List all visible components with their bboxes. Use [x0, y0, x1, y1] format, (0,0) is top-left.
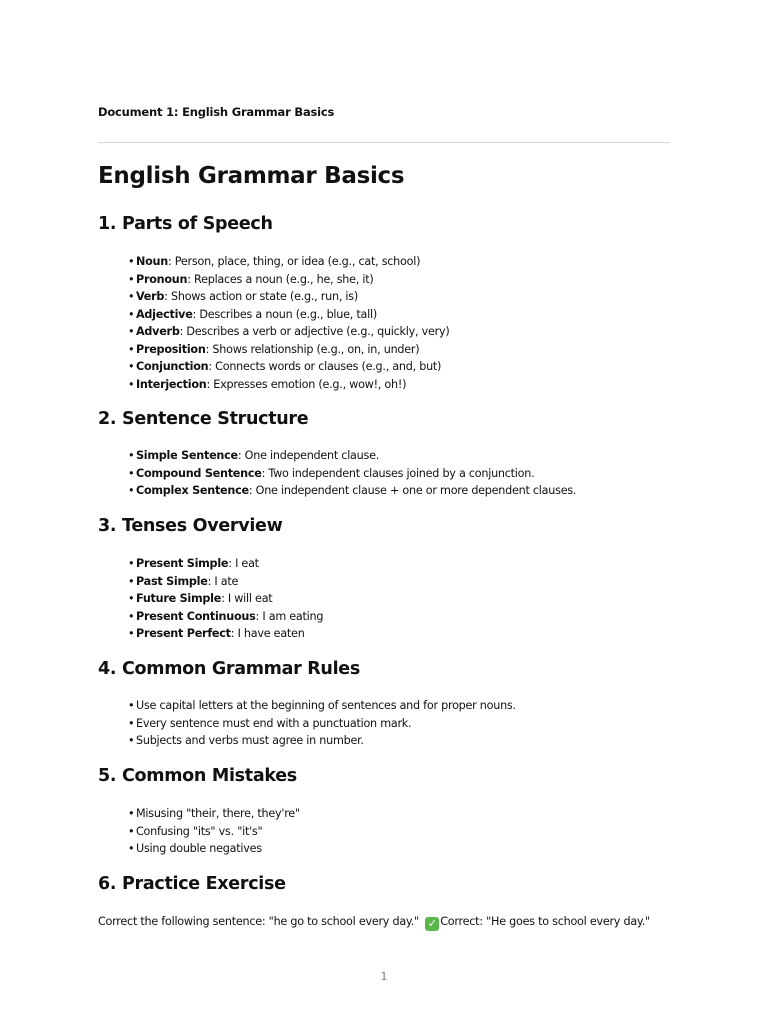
list-item-text: : Expresses emotion (e.g., wow!, oh!)	[206, 377, 407, 391]
list-item-text: : Person, place, thing, or idea (e.g., cat, school)	[167, 255, 421, 268]
list-item-term: Simple Sentence	[136, 449, 238, 462]
list-item	[128, 608, 323, 626]
section-heading-common-mistakes: 5. Common Mistakes	[98, 766, 297, 786]
bullet-marker: •	[128, 290, 135, 303]
list-item	[128, 715, 516, 733]
list-item-text: : I eat	[228, 557, 259, 570]
list-item	[128, 288, 449, 306]
bullet-marker: •	[128, 574, 135, 588]
list-item	[128, 732, 516, 750]
list-item	[128, 306, 449, 324]
list-item-text: : Shows relationship (e.g., on, in, under)	[205, 342, 420, 356]
section-heading-practice-exercise: 6. Practice Exercise	[98, 874, 286, 894]
bullet-marker: •	[128, 307, 135, 321]
section-heading-sentence-structure: 2. Sentence Structure	[98, 409, 309, 429]
list-item-text: Misusing "their, there, they're"	[136, 807, 300, 820]
list-item	[128, 823, 300, 841]
list-item	[128, 465, 576, 483]
list-item-text: : One independent clause + one or more dependent clauses.	[248, 484, 577, 497]
list-item-term: Noun	[136, 255, 168, 268]
list-item	[128, 358, 449, 376]
common-mistakes-list	[128, 805, 300, 858]
list-item-term: Future Simple	[136, 592, 222, 605]
parts-of-speech-list	[128, 253, 449, 393]
list-item-term: Adverb	[136, 325, 180, 338]
section-heading-parts-of-speech: 1. Parts of Speech	[98, 214, 273, 234]
bullet-marker: •	[128, 557, 135, 570]
bullet-marker: •	[128, 609, 135, 623]
list-item-term: Compound Sentence	[136, 466, 262, 480]
list-item-term: Conjunction	[136, 360, 209, 373]
bullet-marker: •	[128, 325, 135, 338]
bullet-marker: •	[128, 255, 135, 268]
list-item-text: : Replaces a noun (e.g., he, she, it)	[187, 272, 374, 286]
page-title: English Grammar Basics	[98, 163, 405, 189]
list-item-text: Subjects and verbs must agree in number.	[136, 734, 364, 747]
list-item-term: Pronoun	[136, 272, 188, 286]
bullet-marker: •	[128, 627, 135, 640]
practice-prompt: Correct the following sentence: "he go to school every day."	[98, 915, 419, 928]
bullet-marker: •	[128, 360, 135, 373]
list-item	[128, 271, 449, 289]
list-item-text: Use capital letters at the beginning of sentences and for proper nouns.	[136, 699, 516, 712]
section-heading-grammar-rules: 4. Common Grammar Rules	[98, 659, 360, 679]
list-item	[128, 625, 323, 643]
bullet-marker: •	[128, 716, 135, 730]
list-item-term: Preposition	[136, 342, 206, 356]
bullet-marker: •	[128, 842, 135, 855]
list-item-text: : I will eat	[221, 592, 273, 605]
section-heading-tenses-overview: 3. Tenses Overview	[98, 516, 283, 536]
page-number: 1	[380, 970, 388, 983]
sentence-structure-list	[128, 447, 576, 500]
list-item-term: Present Continuous	[136, 609, 256, 623]
bullet-marker: •	[128, 734, 135, 747]
list-item-term: Complex Sentence	[136, 484, 249, 497]
list-item-text: : Two independent clauses joined by a conjunction.	[261, 466, 535, 480]
list-item-text: Every sentence must end with a punctuation mark.	[136, 716, 412, 730]
list-item-term: Past Simple	[136, 574, 208, 588]
list-item	[128, 573, 323, 591]
list-item-term: Interjection	[136, 377, 207, 391]
list-item-text: : Connects words or clauses (e.g., and, but)	[208, 360, 442, 373]
bullet-marker: •	[128, 484, 135, 497]
list-item-text: : I am eating	[255, 609, 324, 623]
list-item-term: Present Perfect	[136, 627, 231, 640]
list-item	[128, 482, 576, 500]
list-item-text: : Describes a noun (e.g., blue, tall)	[192, 307, 377, 321]
bullet-marker: •	[128, 807, 135, 820]
list-item-text: : Describes a verb or adjective (e.g., quickly, very)	[179, 325, 450, 338]
header-divider	[98, 142, 670, 143]
bullet-marker: •	[128, 449, 135, 462]
practice-exercise-text	[98, 913, 650, 931]
list-item	[128, 697, 516, 715]
bullet-marker: •	[128, 272, 135, 286]
list-item	[128, 840, 300, 858]
list-item-term: Verb	[136, 290, 165, 303]
bullet-marker: •	[128, 342, 135, 356]
list-item-text: Confusing "its" vs. "it's"	[136, 824, 263, 838]
bullet-marker: •	[128, 699, 135, 712]
list-item-text: : I ate	[207, 574, 239, 588]
white-check-mark-icon: ✓	[425, 917, 439, 931]
bullet-marker: •	[128, 466, 135, 480]
list-item	[128, 555, 323, 573]
grammar-rules-list	[128, 697, 516, 750]
list-item	[128, 590, 323, 608]
list-item	[128, 341, 449, 359]
list-item	[128, 805, 300, 823]
bullet-marker: •	[128, 592, 135, 605]
document-header: Document 1: English Grammar Basics	[98, 105, 335, 119]
list-item-text: Using double negatives	[136, 842, 262, 855]
list-item-term: Adjective	[136, 307, 193, 321]
list-item-text: : Shows action or state (e.g., run, is)	[164, 290, 358, 303]
list-item	[128, 323, 449, 341]
list-item-text: : I have eaten	[230, 627, 305, 640]
tenses-list	[128, 555, 323, 643]
bullet-marker: •	[128, 824, 135, 838]
bullet-marker: •	[128, 377, 135, 391]
list-item-term: Present Simple	[136, 557, 229, 570]
list-item	[128, 447, 576, 465]
list-item	[128, 376, 449, 394]
list-item	[128, 253, 449, 271]
list-item-text: : One independent clause.	[237, 449, 380, 462]
practice-answer: Correct: "He goes to school every day."	[440, 915, 650, 928]
